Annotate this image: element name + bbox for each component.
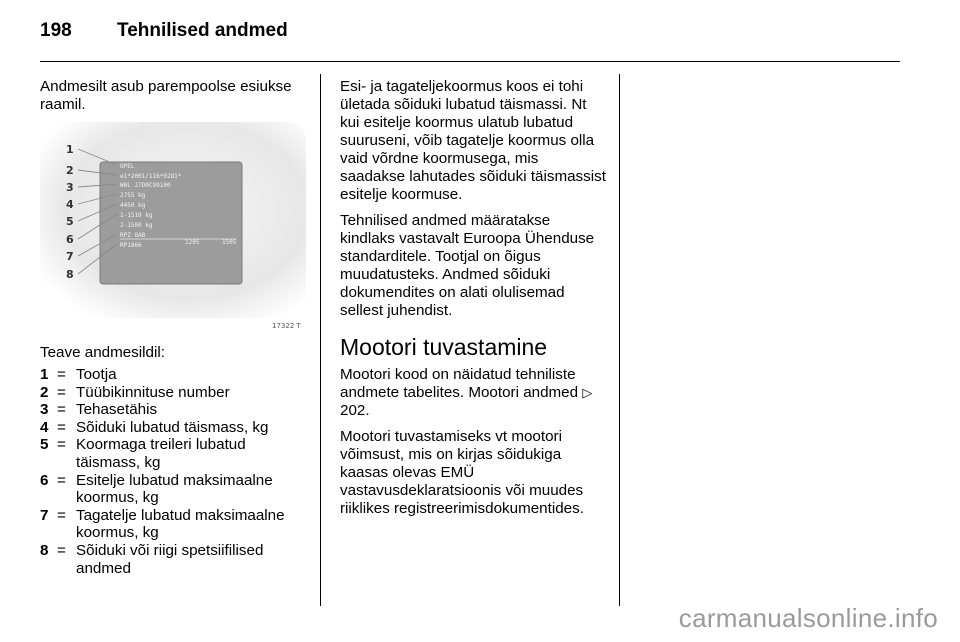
callout-2: 2 (66, 164, 74, 177)
axle-load-paragraph: Esi- ja tagateljekoormus koos ei tohi ületada sõiduki lubatud täismassi. Nt kui esitelje koormus ulatub lubatud suuruseni, võib tagatelje koormus olla vaid võrdne koormusega, mis saadakse lahutades sõiduki täismassist esitelje koormuse. (340, 78, 606, 203)
intro-text (40, 78, 312, 114)
callout-5: 5 (66, 215, 74, 228)
legend-item: 5 = Koormaga treileri lubatud täismass, kg (40, 436, 246, 471)
callout-4: 4 (66, 198, 74, 211)
legend-item: 6 = Esitelje lubatud maksimaalne koormus, kg (40, 471, 273, 507)
watermark: carmanualsonline.info (678, 603, 938, 633)
section-heading: Mootori tuvastamine (340, 334, 548, 360)
callout-7: 7 (66, 250, 74, 263)
standards-paragraph: Tehnilised andmed määratakse kindlaks vastavalt Euroopa Ühenduse standarditele. Tootjal on õigus muudatusteks. Andmed sõiduki dokumendites on alati olulisemad sellest juhendist. (340, 212, 595, 319)
callout-8: 8 (66, 268, 74, 281)
callout-1: 1 (66, 143, 74, 156)
callout-6: 6 (66, 233, 74, 246)
plate-line-8: RPZ 8AB (120, 232, 146, 239)
id-plate-figure (40, 122, 306, 334)
plate-line-6: 1-1510 kg (120, 212, 153, 219)
plate-line-4: 2755 kg (120, 192, 146, 199)
page-number: 198 (40, 20, 72, 41)
legend-item: 7 = Tagatelje lubatud maksimaalne koormus, kg (40, 506, 285, 542)
legend-item: 2 = Tüübikinnituse number (40, 383, 230, 401)
plate-right-label-2: 1505 (222, 239, 237, 246)
legend-item: 1 = Tootja (40, 366, 117, 383)
plate-line-9: RP1866 (120, 242, 142, 249)
plate-line-1: OPEL (120, 163, 135, 170)
plate-line-2: e1*2001/116*0281* (120, 173, 182, 180)
engine-identification-paragraph: Mootori tuvastamiseks vt mootori võimsust, mis on kirjas sõidukiga kaasas olevas EMÜ vastavusdeklaratsioonis või muudes riiklikes registreerimisdokumentides. (340, 428, 584, 517)
header-rule (40, 61, 900, 62)
intro-paragraph: Andmesilt asub parempoolse esiukse raamil. (40, 78, 292, 113)
callout-3: 3 (66, 181, 74, 194)
plate-line-3: W0L J7D0C99100 (120, 182, 171, 189)
column-divider-1 (320, 74, 321, 606)
plate-line-7: 2-1500 kg (120, 222, 153, 229)
legend-list (40, 366, 312, 577)
legend-item: 4 = Sõiduki lubatud täismass, kg (40, 418, 269, 436)
plate-right-label-1: 1205 (185, 239, 200, 246)
legend-item: 3 = Tehasetähis (40, 401, 158, 419)
right-column (340, 78, 606, 526)
legend-caption: Teave andmesildil: (40, 344, 165, 361)
id-plate-illustration (40, 122, 306, 334)
plate-line-5: 4450 kg (120, 202, 146, 209)
page-title: Tehnilised andmed (117, 20, 288, 41)
column-divider-2 (619, 74, 620, 606)
page-reference-link[interactable]: 202. (340, 402, 370, 419)
figure-code: 17322 T (272, 322, 301, 330)
legend-item: 8 = Sõiduki või riigi spetsiifilised andmed (40, 541, 264, 577)
page-reference-icon: ▷ (582, 385, 593, 400)
engine-code-paragraph: Mootori kood on näidatud tehniliste andmete tabelites. Mootori andmed ▷ 202. (340, 366, 593, 419)
